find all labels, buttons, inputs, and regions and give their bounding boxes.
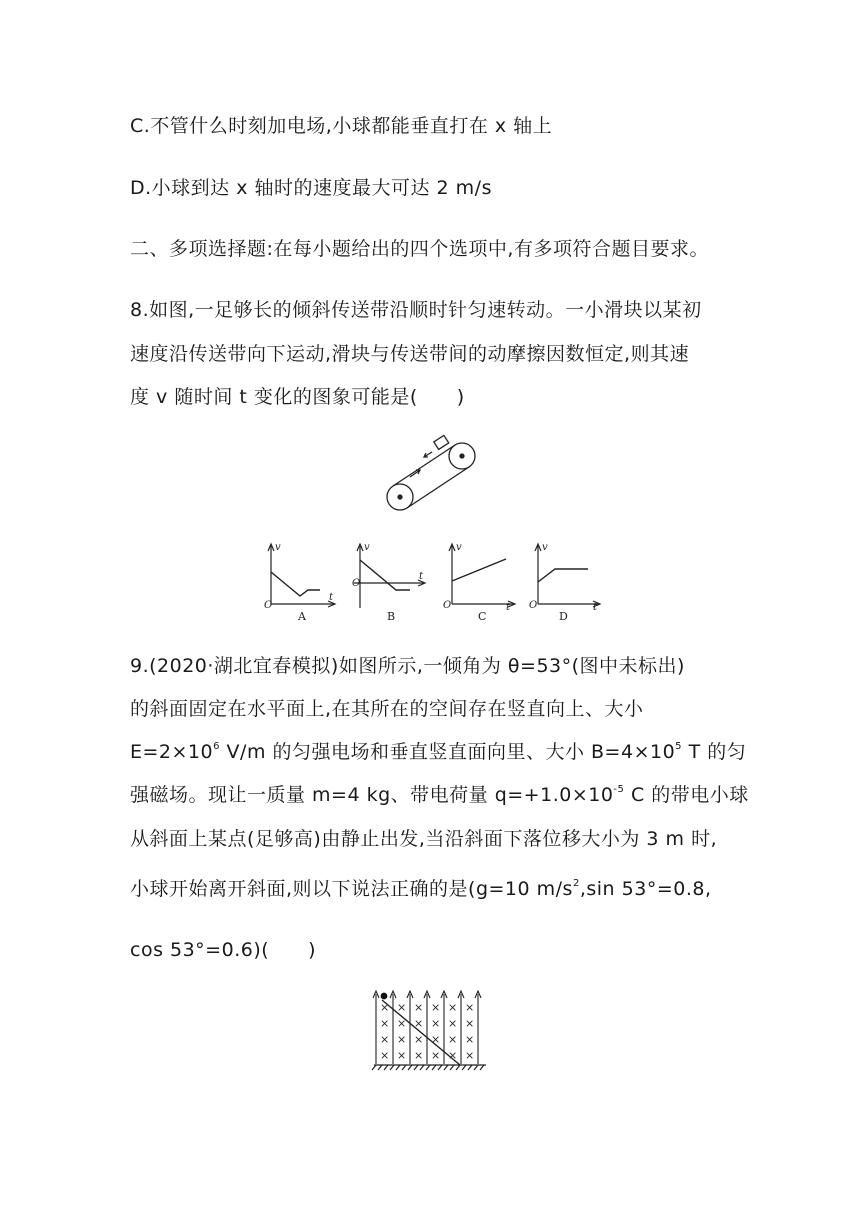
graph-b-t-label: t [419,571,424,582]
b-field-cross: × [448,1017,458,1030]
b-field-cross: × [414,1033,424,1046]
graph-c [449,544,515,607]
b-field-cross: × [431,1049,441,1062]
hatch-mark [402,1065,406,1070]
graph-c-label: C [478,610,487,622]
q9-line-4: 强磁场。现让一质量 m=4 kg、带电荷量 $q=+1.0\times 10^{-5}$ C 的带电小球 [130,784,749,806]
b-field-cross: × [397,1001,407,1014]
upper-pulley-axle [460,454,464,458]
option-c: C.不管什么时刻加电场,小球都能垂直打在 x 轴上 [130,115,553,137]
q9-line-7: cos 53°=0.6)( ) [130,939,317,961]
charged-ball [381,993,388,1000]
belt-top [393,445,455,486]
conveyor-belt-figure [380,432,480,516]
vt-graph-options [256,538,606,622]
option-d: D.小球到达 x 轴时的速度最大可达 2 m/s [130,177,492,199]
slider-block [434,435,449,449]
graph-a-origin-label: O [264,600,273,611]
b-field-cross: × [397,1033,407,1046]
b-field-cross: × [465,1033,475,1046]
b-field-cross: × [465,1001,475,1014]
hatch-mark [390,1065,394,1070]
hatch-mark [384,1065,388,1070]
b-field-cross: × [397,1017,407,1030]
hatch-mark [372,1065,376,1070]
b-field-cross: × [465,1049,475,1062]
hatch-mark [438,1065,442,1070]
hatch-mark [480,1065,484,1070]
hatch-mark [432,1065,436,1070]
q9-line-5: 从斜面上某点(足够高)由静止出发,当沿斜面下落位移大小为 3 m 时, [130,828,718,850]
lower-pulley-axle [398,495,402,499]
q8-line-2: 速度沿传送带向下运动,滑块与传送带间的动摩擦因数恒定,则其速 [130,343,690,365]
b-field-cross: × [414,1017,424,1030]
section-heading: 二、多项选择题:在每小题给出的四个选项中,有多项符合题目要求。 [130,238,709,260]
b-field-cross: × [380,1033,390,1046]
hatch-mark [468,1065,472,1070]
graph-d-label: D [559,610,568,622]
hatch-mark [450,1065,454,1070]
graph-c-origin-label: O [443,600,452,611]
hatch-mark [426,1065,430,1070]
hatch-mark [462,1065,466,1070]
hatch-mark [474,1065,478,1070]
hatch-mark [378,1065,382,1070]
graph-a-v-label: v [275,542,281,553]
graph-d-v-label: v [542,542,548,553]
b-field-cross: × [380,1001,390,1014]
graph-d-origin-label: O [529,600,538,611]
b-field-cross: × [448,1049,458,1062]
graph-b-v-label: v [364,542,370,553]
graph-a-t-label: t [329,592,334,603]
ground-hatching [372,1065,484,1070]
graph-c-v-label: v [456,542,462,553]
graph-c-t-label: t [506,602,511,613]
hatch-mark [420,1065,424,1070]
incline-field-figure [368,988,496,1072]
q8-line-3: 度 v 随时间 t 变化的图象可能是( ) [130,386,465,408]
graph-a [268,544,335,607]
hatch-mark [408,1065,412,1070]
hatch-mark [444,1065,448,1070]
b-field-cross: × [380,1049,390,1062]
b-field-cross: × [431,1033,441,1046]
b-field-cross: × [380,1017,390,1030]
b-field-cross: × [414,1049,424,1062]
b-field-cross: × [414,1001,424,1014]
b-field-cross: × [397,1049,407,1062]
graph-b-origin-label: O [352,578,361,589]
b-field-cross: × [448,1001,458,1014]
q9-line-6: 小球开始离开斜面,则以下说法正确的是(g=10 $m/s^2,\sin$ 53°=0.8, [130,878,712,900]
graph-b-label: B [387,610,396,622]
hatch-mark [414,1065,418,1070]
graph-d [535,544,600,607]
q9-line-2: 的斜面固定在水平面上,在其所在的空间存在竖直向上、大小 [130,698,644,720]
graph-d-t-label: t [593,602,598,613]
q9-line-1: 9.(2020·湖北宜春模拟)如图所示,一倾角为 θ=53°(图中未标出) [130,655,685,677]
b-field-cross: × [448,1033,458,1046]
graph-a-label: A [298,610,306,622]
hatch-mark [396,1065,400,1070]
q9-line-3: $E=2\times 10^6$ V/m 的匀强电场和垂直竖直面向里、大小 $B=4\times 10^5$ T 的匀 [130,741,747,763]
b-field-cross: × [431,1001,441,1014]
b-field-cross: × [465,1017,475,1030]
q8-line-1: 8.如图,一足够长的倾斜传送带沿顺时针匀速转动。一小滑块以某初 [130,299,702,321]
hatch-mark [456,1065,460,1070]
graph-b [354,544,425,608]
b-field-cross: × [431,1017,441,1030]
